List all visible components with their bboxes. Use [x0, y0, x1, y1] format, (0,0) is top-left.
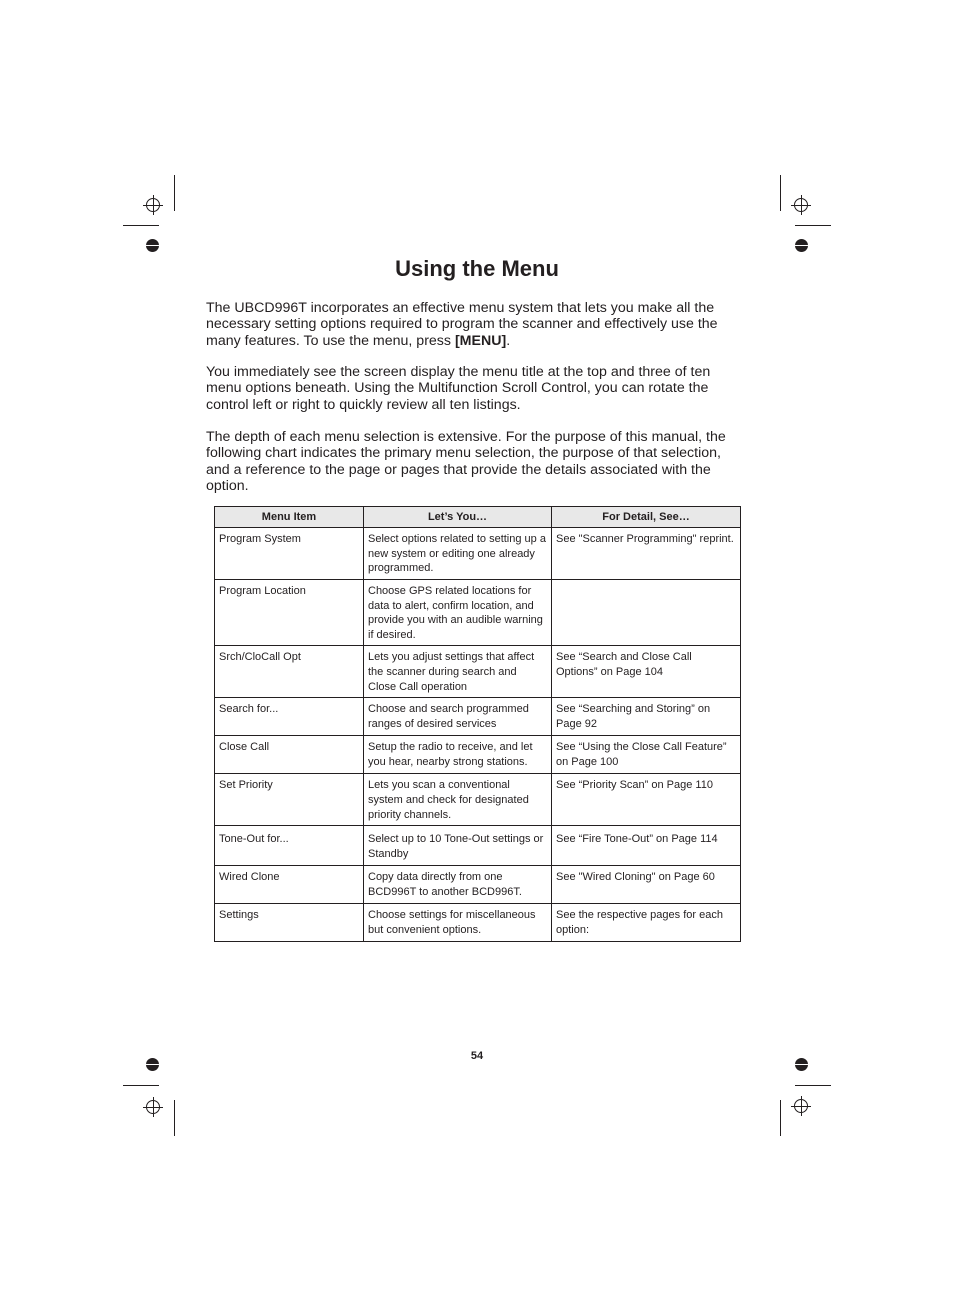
menu-item-cell: Wired Clone [215, 866, 364, 904]
table-row [215, 904, 741, 941]
table-row [215, 774, 741, 826]
lets-you-cell: Setup the radio to receive, and let you hear, nearby strong stations. [364, 736, 552, 774]
menu-item-cell: Program Location [215, 580, 364, 646]
table-row [215, 646, 741, 698]
registration-dot-icon [795, 239, 808, 252]
lets-you-cell: Lets you adjust settings that affect the scanner during search and Close Call operation [364, 646, 552, 698]
column-header-for-detail: For Detail, See… [552, 507, 741, 528]
crop-line [780, 175, 781, 211]
detail-cell: See “Using the Close Call Feature” on Page 100 [552, 736, 741, 774]
menu-item-cell: Close Call [215, 736, 364, 774]
table-row [215, 826, 741, 866]
table-row [215, 528, 741, 580]
table-row [215, 580, 741, 646]
intro-paragraph [206, 300, 741, 349]
menu-item-cell: Srch/CloCall Opt [215, 646, 364, 698]
crop-line [123, 225, 159, 226]
lets-you-cell: Choose and search programmed ranges of desired services [364, 698, 552, 736]
detail-cell: See “Priority Scan” on Page 110 [552, 774, 741, 826]
column-header-lets-you: Let’s You… [364, 507, 552, 528]
intro-text: The UBCD996T incorporates an effective menu system that lets you make all the necessary setting options required to program the scanner and effectively use the many features. To use the menu, press [206, 300, 718, 349]
crop-line [795, 1085, 831, 1086]
table-header-row [215, 507, 741, 528]
page-number: 54 [470, 1050, 484, 1062]
detail-cell: See “Search and Close Call Options” on Page 104 [552, 646, 741, 698]
registration-mark-icon [794, 198, 808, 212]
lets-you-cell: Select options related to setting up a new system or editing one already programmed. [364, 528, 552, 580]
lets-you-cell: Choose GPS related locations for data to alert, confirm location, and provide you with an audible warning if desired. [364, 580, 552, 646]
crop-line [174, 1100, 175, 1136]
lets-you-cell: Lets you scan a conventional system and check for designated priority channels. [364, 774, 552, 826]
crop-line [174, 175, 175, 211]
chart-intro-paragraph: The depth of each menu selection is extensive. For the purpose of this manual, the following chart indicates the primary menu selection, the purpose of that selection, and a reference to the page or pages that provide the details associated with the option. [206, 429, 726, 494]
lets-you-cell: Select up to 10 Tone-Out settings or Standby [364, 826, 552, 866]
table-row [215, 866, 741, 904]
intro-text-end: . [506, 332, 511, 349]
table-row [215, 698, 741, 736]
detail-cell: See the respective pages for each option: [552, 904, 741, 941]
detail-cell [552, 580, 741, 646]
menu-key-label: [MENU] [454, 332, 507, 349]
lets-you-cell: Choose settings for miscellaneous but convenient options. [364, 904, 552, 941]
lets-you-cell: Copy data directly from one BCD996T to another BCD996T. [364, 866, 552, 904]
registration-mark-icon [794, 1099, 808, 1113]
registration-mark-icon [146, 1100, 160, 1114]
registration-dot-icon [146, 239, 159, 252]
menu-item-cell: Program System [215, 528, 364, 580]
menu-item-cell: Set Priority [215, 774, 364, 826]
detail-cell: See “Fire Tone-Out” on Page 114 [552, 826, 741, 866]
page-title: Using the Menu [395, 256, 559, 281]
menu-item-cell: Search for... [215, 698, 364, 736]
menu-item-cell: Settings [215, 904, 364, 941]
detail-cell: See "Wired Cloning" on Page 60 [552, 866, 741, 904]
registration-mark-icon [146, 198, 160, 212]
detail-cell: See “Searching and Storing” on Page 92 [552, 698, 741, 736]
detail-cell: See "Scanner Programming" reprint. [552, 528, 741, 580]
menu-table [214, 506, 741, 942]
screen-description-paragraph: You immediately see the screen display the menu title at the top and three of ten menu options beneath. Using the Multifunction Scroll Control, you can rotate the control left or right to quickly review all ten listings. [206, 364, 711, 413]
crop-line [123, 1085, 159, 1086]
column-header-menu-item: Menu Item [215, 507, 364, 528]
table-row [215, 736, 741, 774]
menu-item-cell: Tone-Out for... [215, 826, 364, 866]
crop-line [780, 1100, 781, 1136]
crop-line [795, 225, 831, 226]
